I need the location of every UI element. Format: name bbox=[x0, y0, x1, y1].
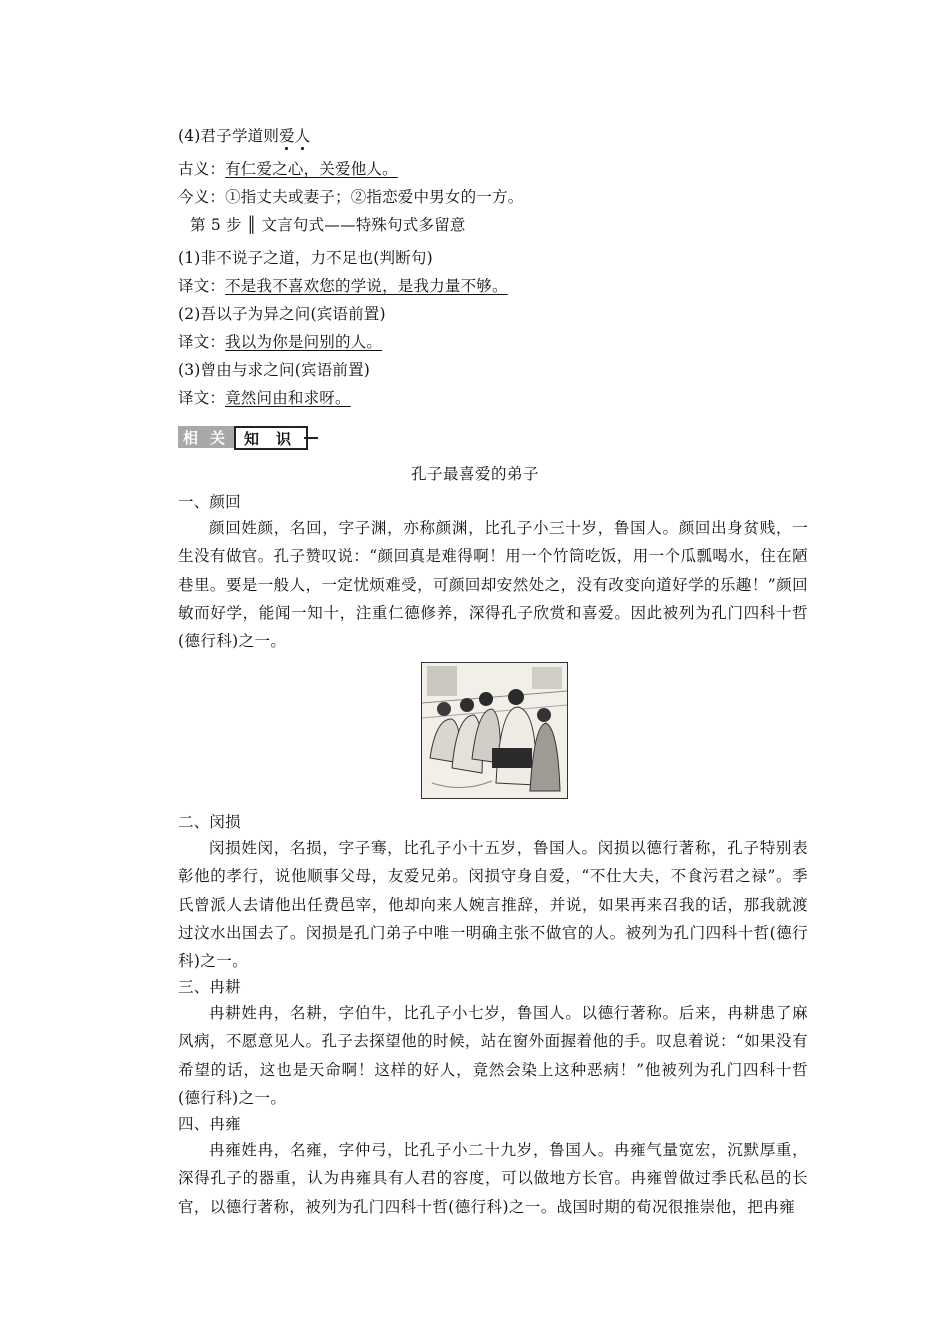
step5-translation-2-line bbox=[178, 330, 382, 354]
item4-char-2: 人 bbox=[294, 127, 311, 145]
step5-translation-1: 不是我不喜欢您的学说，是我力量不够。 bbox=[225, 277, 508, 295]
section-heading-4: 四、冉雍 bbox=[178, 1115, 241, 1133]
step5-translation-2: 我以为你是问别的人。 bbox=[225, 333, 383, 351]
translation-label: 译文： bbox=[178, 333, 226, 351]
badge-char-2: 关 bbox=[210, 429, 226, 447]
badge-outlined-block bbox=[234, 426, 308, 450]
badge-char-4: 识 bbox=[276, 430, 292, 448]
badge-gray-block bbox=[178, 426, 238, 448]
step5-translation-3-line bbox=[178, 386, 351, 410]
item4-emphasized-word bbox=[279, 127, 310, 145]
badge-char-3: 知 bbox=[244, 430, 260, 448]
step5-heading: 第 5 步 ║ 文言句式——特殊句式多留意 bbox=[190, 216, 466, 234]
section-paragraph-3: 冉耕姓冉，名耕，字伯牛，比孔子小七岁，鲁国人。以德行著称。后来，冉耕患了麻风病，不愿意见人。孔子去探望他的时候，站在窗外面握着他的手。叹息着说：“如果没有希望的话，这也是天命啊！这样的好人，竟然会染上这种恶病！”他被列为孔门四科十哲(德行科)之一。 bbox=[178, 1004, 808, 1107]
section-heading-3: 三、冉耕 bbox=[178, 978, 241, 996]
item4-prefix: (4)君子学道则 bbox=[178, 127, 280, 145]
gu-meaning-line bbox=[178, 157, 398, 181]
jin-meaning-line: 今义：①指丈夫或妻子；②指恋爱中男女的一方。 bbox=[178, 188, 524, 206]
step5-translation-1-line bbox=[178, 274, 508, 298]
badge-char-1: 相 bbox=[183, 429, 199, 447]
translation-label: 译文： bbox=[178, 277, 226, 295]
section-paragraph-2: 闵损姓闵，名损，字子骞，比孔子小十五岁，鲁国人。闵损以德行著称，孔子特别表彰他的孝行，说他顺事父母，友爱兄弟。闵损守身自爱，“不仕大夫，不食污君之禄”。季氏曾派人去请他出任费邑宰，他却向来人婉言推辞，并说，如果再来召我的话，那我就渡过汶水出国去了。闵损是孔门弟子中唯一明确主张不做官的人。被列为孔门四科十哲(德行科)之一。 bbox=[178, 839, 808, 971]
item4-line bbox=[178, 124, 310, 148]
step5-sentence-1: (1)非不说子之道，力不足也(判断句) bbox=[178, 249, 433, 267]
item4-char-1: 爱 bbox=[279, 127, 295, 145]
step5-sentence-3: (3)曾由与求之问(宾语前置) bbox=[178, 361, 371, 379]
translation-label: 译文： bbox=[178, 389, 226, 407]
step5-sentence-2: (2)吾以子为异之问(宾语前置) bbox=[178, 305, 386, 323]
gu-label: 古义： bbox=[178, 160, 226, 178]
article-title: 孔子最喜爱的弟子 bbox=[410, 465, 539, 483]
section-heading-1: 一、颜回 bbox=[178, 493, 241, 511]
step5-translation-3: 竟然问由和求呀。 bbox=[225, 389, 351, 407]
section-heading-2: 二、闵损 bbox=[178, 813, 241, 831]
illustration-drawing bbox=[422, 663, 567, 798]
confucius-disciples-illustration bbox=[421, 662, 568, 799]
badge-tail-line bbox=[304, 437, 318, 439]
section-paragraph-1: 颜回姓颜，名回，字子渊，亦称颜渊，比孔子小三十岁，鲁国人。颜回出身贫贱，一生没有做官。孔子赞叹说：“颜回真是难得啊！用一个竹筒吃饭，用一个瓜瓢喝水，住在陋巷里。要是一般人，一定忧烦难受，可颜回却安然处之，没有改变向道好学的乐趣！”颜回敏而好学，能闻一知十，注重仁德修养，深得孔子欣赏和喜爱。因此被列为孔门四科十哲(德行科)之一。 bbox=[178, 519, 808, 651]
related-knowledge-badge bbox=[178, 426, 318, 450]
gu-text: 有仁爱之心，关爱他人。 bbox=[225, 160, 398, 178]
section-paragraph-4: 冉雍姓冉，名雍，字仲弓，比孔子小二十九岁，鲁国人。冉雍气量宽宏，沉默厚重，深得孔子的器重，认为冉雍具有人君的容度，可以做地方长官。冉雍曾做过季氏私邑的长官，以德行著称，被列为孔门四科十哲(德行科)之一。战国时期的荀况很推崇他，把冉雍 bbox=[178, 1141, 808, 1216]
